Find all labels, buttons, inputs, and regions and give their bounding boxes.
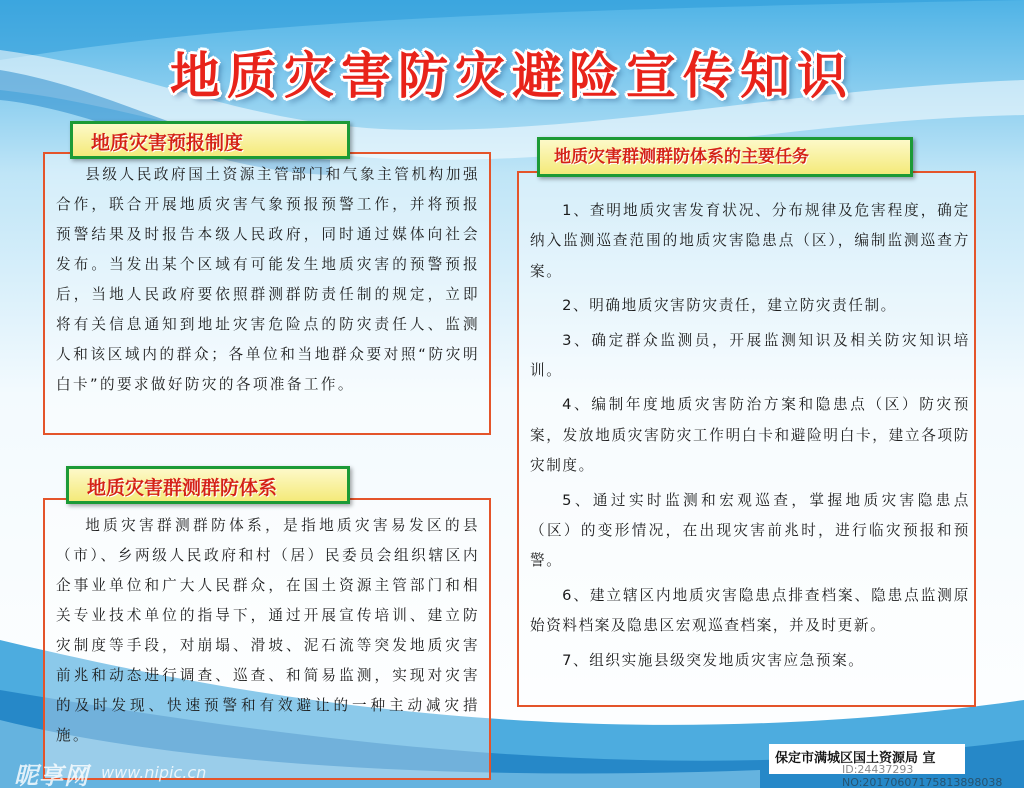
issuer-label: 保定市满城区国土资源局 宣 (769, 744, 965, 774)
forecast-section-body: 县级人民政府国土资源主管部门和气象主管机构加强合作，联合开展地质灾害气象预报预警工作，并将预报预警结果及时报告本级人民政府，同时通过媒体向社会发布。当发出某个区域有可能发生地质灾害的预警预报后，当地人民政府要依照群测群防责任制的规定，立即将有关信息通知到地址灾害危险点的防灾责任人、监测人和该区域内的群众；各单位和当地群众要对照“防灾明白卡”的要求做好防灾的各项准备工作。 (56, 166, 480, 393)
mass-monitoring-section-heading: 地质灾害群测群防体系 (66, 466, 350, 504)
task-item: 3、确定群众监测员，开展监测知识及相关防灾知识培训。 (530, 331, 970, 380)
tasks-section-heading-label: 地质灾害群测群防体系的主要任务 (540, 140, 910, 174)
poster-title: 地质灾害防灾避险宣传知识 (170, 47, 854, 105)
tasks-list (530, 196, 970, 676)
task-item: 5、通过实时监测和宏观巡查，掌握地质灾害隐患点（区）的变形情况，在出现灾害前兆时，进行临灾预报和预警。 (530, 491, 970, 570)
task-item: 1、查明地质灾害发育状况、分布规律及危害程度，确定纳入监测巡查范围的地质灾害隐患点（区），编制监测巡查方案。 (530, 202, 970, 280)
task-item: 6、建立辖区内地质灾害隐患点排查档案、隐患点监测原始资料档案及隐患区宏观巡查档案，并及时更新。 (530, 586, 970, 635)
forecast-section-heading: 地质灾害预报制度 (70, 121, 350, 159)
watermark-url: www.nipic.cn (101, 763, 207, 782)
task-item: 4、编制年度地质灾害防治方案和隐患点（区）防灾预案，发放地质灾害防灾工作明白卡和避险明白卡，建立各项防灾制度。 (530, 396, 970, 475)
watermark-logo: 昵享网 (14, 762, 89, 790)
tasks-section-heading (537, 137, 913, 177)
watermark-id: ID:24437293 NO:20170607175813898038 (842, 763, 1003, 789)
task-item: 7、组织实施县级突发地质灾害应急预案。 (562, 651, 865, 669)
task-item: 2、明确地质灾害防灾责任，建立防灾责任制。 (562, 297, 897, 315)
mass-monitoring-section-body: 地质灾害群测群防体系，是指地质灾害易发区的县（市）、乡两级人民政府和村（居）民委员会组织辖区内企事业单位和广大人民群众，在国土资源主管部门和相关专业技术单位的指导下，通过开展宣传培训、建立防灾制度等手段，对崩塌、滑坡、泥石流等突发地质灾害前兆和动态进行调查、巡查、和简易监测，实现对灾害的及时发现、快速预警和有效避让的一种主动减灾措施。 (56, 517, 480, 744)
